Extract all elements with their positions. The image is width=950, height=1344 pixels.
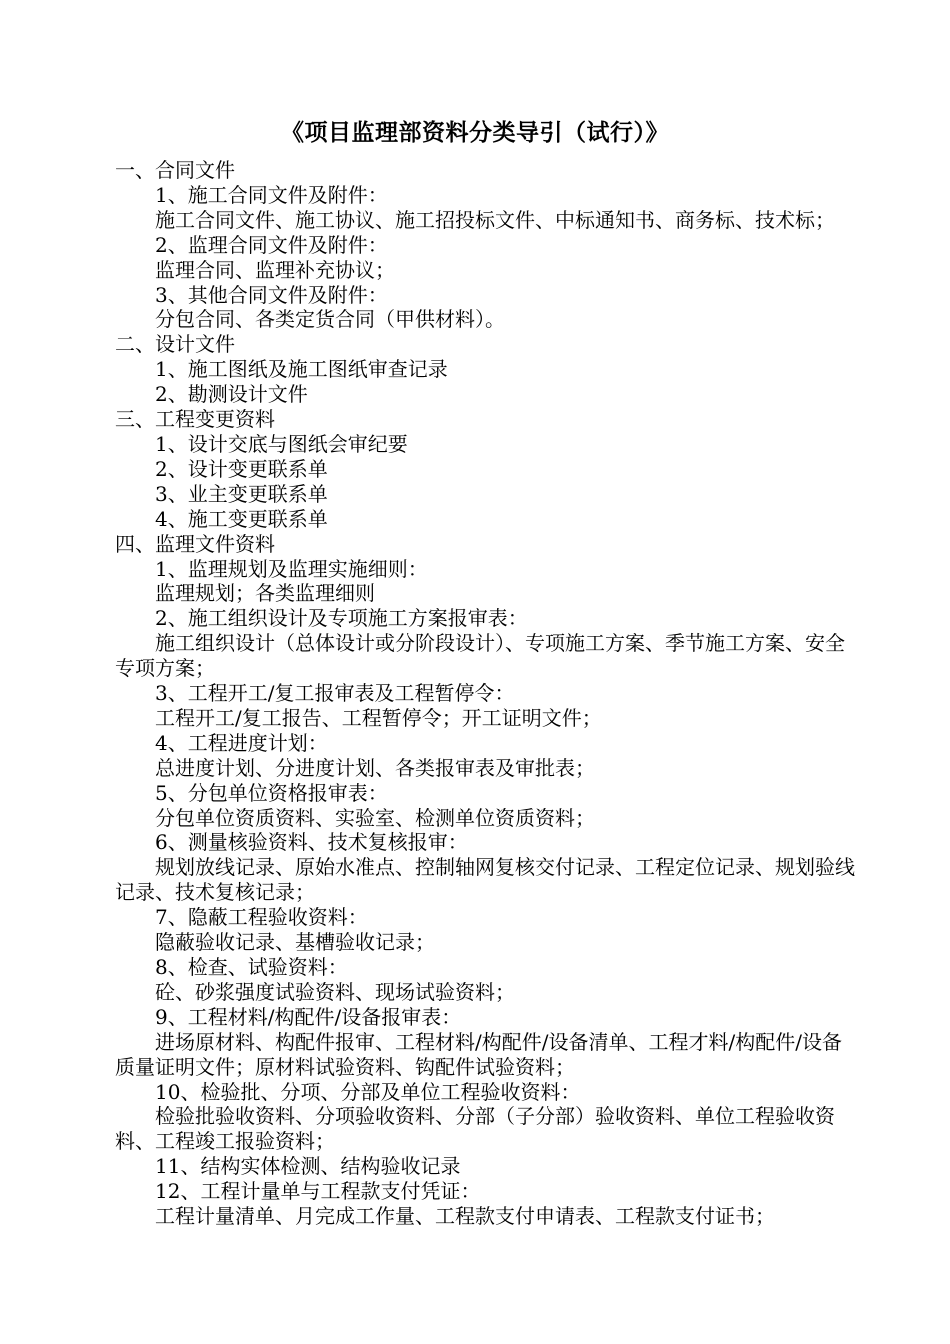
item-heading: 1、设计交底与图纸会审纪要 <box>155 431 408 456</box>
item-heading: 3、业主变更联系单 <box>155 481 328 506</box>
item-description: 工程开工/复工报告、工程暂停令；开工证明文件； <box>155 705 602 730</box>
item-heading: 4、工程进度计划： <box>155 730 328 755</box>
item-description: 分包合同、各类定货合同（甲供材料）。 <box>155 307 505 332</box>
item-heading: 6、测量核验资料、技术复核报审： <box>155 830 468 855</box>
item-heading: 5、分包单位资格报审表： <box>155 780 388 805</box>
item-heading: 2、勘测设计文件 <box>155 382 308 407</box>
item-heading: 10、检验批、分项、分部及单位工程验收资料： <box>155 1079 581 1104</box>
item-description: 工程计量清单、月完成工作量、工程款支付申请表、工程款支付证书； <box>155 1204 775 1229</box>
item-heading: 2、监理合同文件及附件： <box>155 232 388 257</box>
section-heading: 一、合同文件 <box>115 158 235 182</box>
item-heading: 2、施工组织设计及专项施工方案报审表： <box>155 606 528 631</box>
item-description: 监理合同、监理补充协议； <box>155 257 395 282</box>
item-heading: 7、隐蔽工程验收资料： <box>155 905 368 930</box>
item-heading: 11、结构实体检测、结构验收记录 <box>155 1154 461 1179</box>
item-heading: 3、工程开工/复工报审表及工程暂停令： <box>155 681 515 706</box>
item-description: 监理规划；各类监理细则 <box>155 581 375 606</box>
item-heading: 2、设计变更联系单 <box>155 456 328 481</box>
item-heading: 8、检查、试验资料： <box>155 955 348 979</box>
item-heading: 3、其他合同文件及附件： <box>155 282 388 307</box>
item-description: 规划放线记录、原始水准点、控制轴网复核交付记录、工程定位记录、规划验线记录、技术复核记录； <box>115 855 855 905</box>
item-description: 进场原材料、构配件报审、工程材料/构配件/设备清单、工程才料/构配件/设备质量证明文件；原材料试验资料、钩配件试验资料； <box>115 1029 842 1079</box>
item-heading: 9、工程材料/构配件/设备报审表： <box>155 1004 462 1029</box>
section-heading: 三、工程变更资料 <box>115 407 275 432</box>
item-description: 砼、砂浆强度试验资料、现场试验资料； <box>155 979 515 1004</box>
item-description: 总进度计划、分进度计划、各类报审表及审批表； <box>155 755 595 780</box>
item-heading: 1、监理规划及监理实施细则： <box>155 556 428 581</box>
item-description: 分包单位资质资料、实验室、检测单位资质资料； <box>155 805 595 830</box>
item-description: 隐蔽验收记录、基槽验收记录； <box>155 930 435 955</box>
item-heading: 4、施工变更联系单 <box>155 506 328 531</box>
item-heading: 1、施工合同文件及附件： <box>155 182 388 207</box>
item-heading: 12、工程计量单与工程款支付凭证： <box>155 1179 481 1204</box>
item-description: 施工组织设计（总体设计或分阶段设计）、专项施工方案、季节施工方案、安全专项方案； <box>115 631 845 681</box>
section-heading: 四、监理文件资料 <box>115 531 275 556</box>
item-heading: 1、施工图纸及施工图纸审查记录 <box>155 357 448 382</box>
document-title: 《项目监理部资料分类导引（试行）》 <box>281 119 669 146</box>
document-body <box>115 158 857 1229</box>
item-description: 检验批验收资料、分项验收资料、分部（子分部）验收资料、单位工程验收资料、工程竣工报验资料； <box>115 1104 835 1154</box>
item-description: 施工合同文件、施工协议、施工招投标文件、中标通知书、商务标、技术标； <box>155 207 835 232</box>
section-heading: 二、设计文件 <box>115 332 235 357</box>
